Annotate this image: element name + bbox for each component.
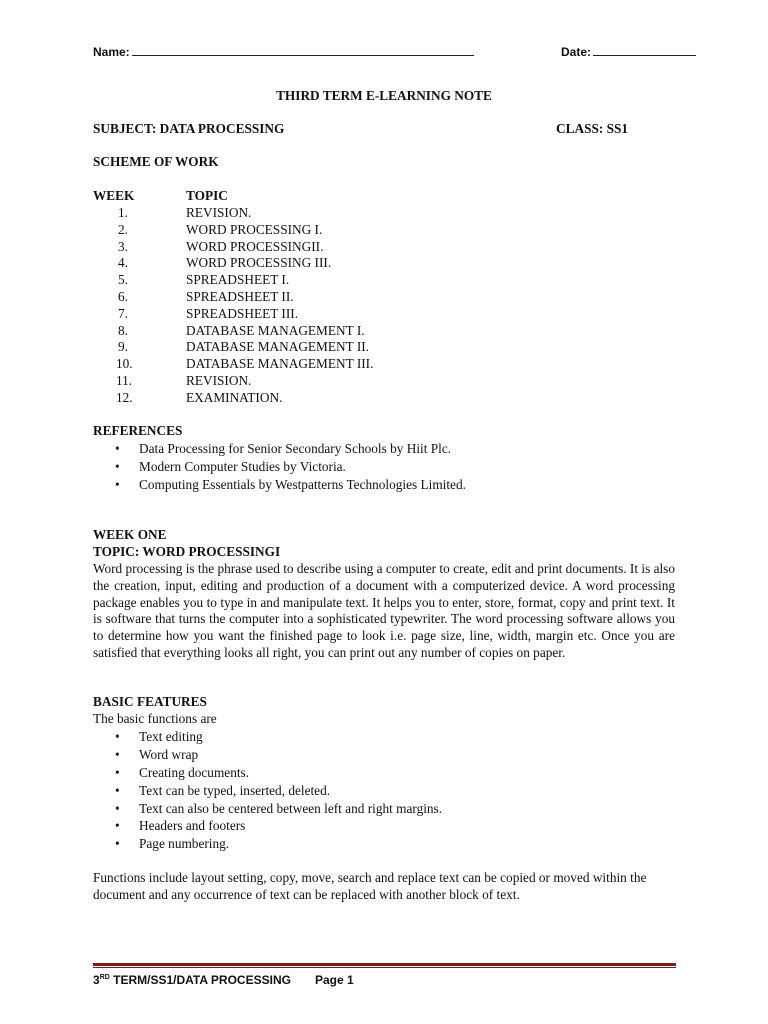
week-topic: WORD PROCESSINGII. [186, 238, 324, 254]
week-number: 8. [118, 322, 128, 338]
reference-item: • Computing Essentials by Westpatterns Technologies Limited. [93, 477, 466, 495]
footer-term-superscript: RD [99, 974, 110, 981]
week-number: 11. [116, 372, 133, 388]
references-list [93, 441, 466, 495]
week-number: 1. [118, 205, 128, 220]
week-number: 12. [116, 389, 133, 405]
scheme-row [93, 289, 593, 306]
week-column-header: WEEK [93, 188, 135, 203]
references-heading: REFERENCES [93, 423, 183, 438]
scheme-row [93, 222, 593, 239]
week-topic: EXAMINATION. [186, 389, 283, 405]
week-number: 9. [118, 339, 128, 355]
paragraph-text: Word processing is the phrase used to describe using a computer to create, edit and print documents. It is also the creation, input, editing and production of a document with a computerized device. A word processing package enables you to type in and manipulate text. It helps you to enter, store, format, copy and print text. It is software that turns the computer into a sophisticated typewriter. The word processing software allows you to determine how you want the finished page to look i.e. page size, line, width, margin etc. Once you are satisfied that everything looks all right, you can print out any number of copies on paper. [93, 561, 675, 660]
class-line: CLASS: SS1 [556, 121, 629, 136]
week-topic: REVISION. [186, 372, 252, 388]
feature-item: • Page numbering. [93, 836, 442, 854]
week-number: 3. [118, 238, 128, 254]
scheme-row [93, 373, 593, 390]
feature-item: • Headers and footers [93, 818, 442, 836]
date-field [561, 44, 696, 61]
basic-features-heading: BASIC FEATURES [93, 694, 207, 709]
week-number: 6. [118, 288, 128, 304]
scheme-row [93, 272, 593, 289]
footer-term-number: 3 [93, 973, 100, 987]
page-footer [93, 970, 354, 989]
week-topic: DATABASE MANAGEMENT III. [186, 356, 374, 372]
reference-item: • Modern Computer Studies by Victoria. [93, 459, 466, 477]
week-topic: WORD PROCESSING III. [186, 255, 332, 271]
week-number: 5. [118, 272, 128, 288]
footer-rule-thin [93, 967, 676, 968]
week-topic: SPREADSHEET III. [186, 305, 299, 321]
scheme-row [93, 255, 593, 272]
week-topic: DATABASE MANAGEMENT II. [186, 339, 369, 355]
scheme-heading: SCHEME OF WORK [93, 154, 219, 169]
page-number: Page 1 [314, 973, 354, 987]
name-label: Name: [93, 45, 130, 59]
document-title: THIRD TERM E-LEARNING NOTE [276, 88, 492, 103]
feature-item: • Text editing [93, 729, 442, 747]
week-one-topic: TOPIC: WORD PROCESSINGI [93, 544, 281, 559]
week-number: 7. [118, 305, 128, 321]
feature-item: • Creating documents. [93, 765, 442, 783]
name-field [93, 44, 474, 61]
feature-item: • Text can be typed, inserted, deleted. [93, 783, 442, 801]
name-blank-line [132, 44, 474, 56]
paragraph-text: Functions include layout setting, copy, move, search and replace text can be copied or moved within the document and any occurrence of text can be replaced with another block of text. [93, 870, 647, 902]
reference-item: • Data Processing for Senior Secondary Schools by Hiit Plc. [93, 441, 466, 459]
scheme-row [93, 323, 593, 340]
scheme-row [93, 356, 593, 373]
week-number: 10. [116, 356, 133, 372]
word-processing-paragraph [93, 561, 675, 662]
feature-item: • Text can also be centered between left and right margins. [93, 801, 442, 819]
scheme-row [93, 306, 593, 323]
week-topic: SPREADSHEET II. [186, 288, 294, 304]
footer-term-text: TERM/SS1/DATA PROCESSING [109, 973, 291, 987]
scheme-row [93, 339, 593, 356]
basic-features-intro: The basic functions are [93, 711, 217, 726]
scheme-row [93, 239, 593, 256]
footer-rule [93, 963, 676, 966]
scheme-row [93, 390, 593, 407]
subject-line: SUBJECT: DATA PROCESSING [93, 121, 285, 136]
week-topic: REVISION. [186, 205, 252, 220]
functions-paragraph [93, 870, 675, 904]
week-number: 4. [118, 255, 128, 271]
topic-column-header: TOPIC [186, 188, 228, 203]
features-list [93, 729, 442, 854]
week-number: 2. [118, 221, 128, 237]
scheme-table [93, 205, 593, 407]
week-topic: SPREADSHEET I. [186, 272, 290, 288]
week-one-heading: WEEK ONE [93, 527, 167, 542]
week-topic: DATABASE MANAGEMENT I. [186, 322, 365, 338]
week-topic: WORD PROCESSING I. [186, 221, 323, 237]
date-blank-line [593, 44, 696, 56]
feature-item: • Word wrap [93, 747, 442, 765]
scheme-row [93, 205, 593, 222]
date-label: Date: [561, 45, 592, 59]
